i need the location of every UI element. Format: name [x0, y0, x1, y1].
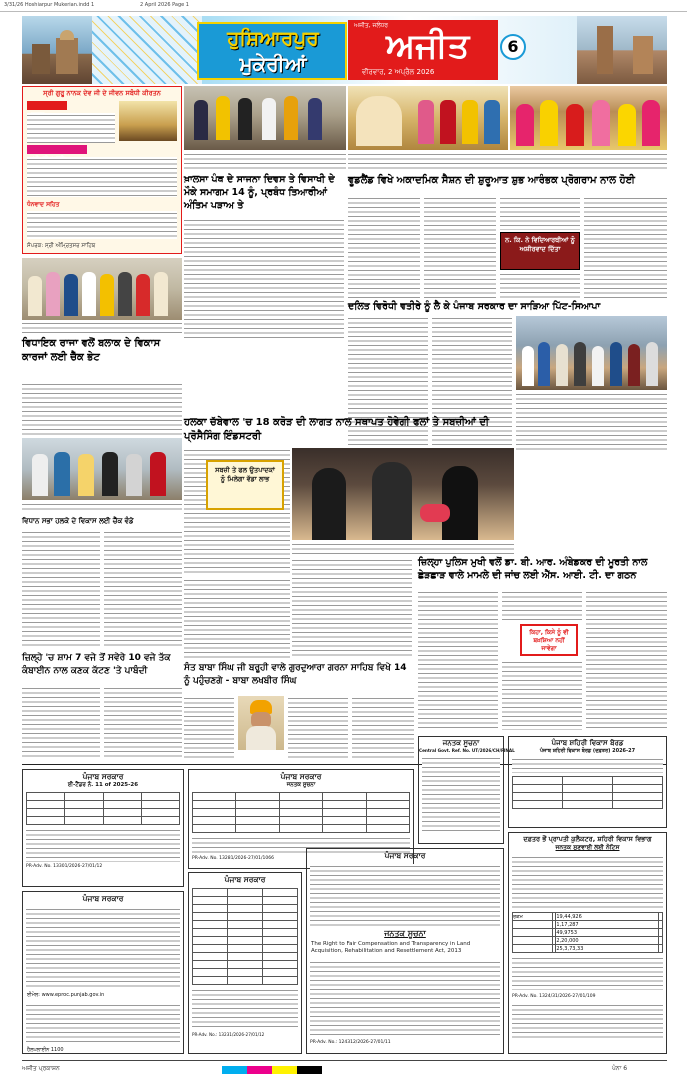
photo-baba: [238, 696, 284, 750]
ad-1-sub: ਈ-ਟੈਂਡਰ ਨੰ. 11 of 2025-26: [67, 782, 139, 788]
ad-6: [306, 848, 504, 1054]
ad-5-pr: PR-Adv. No. 1324/31/2026-27/01/109: [512, 994, 596, 999]
masthead-left-photo: [22, 16, 92, 84]
ad-3-body: [422, 756, 500, 834]
ad-5-amount-0: 19,44,926: [556, 913, 659, 921]
photo-cheque: [22, 438, 182, 500]
ad-7: [188, 872, 302, 1054]
left-promo-headline: ਸ੍ਰੀ ਗੁਰੂ ਨਾਨਕ ਦੇਵ ਜੀ ਦੇ ਜੀਵਨ ਸਬੰਧੀ ਕੀਰਤਨ: [43, 89, 161, 97]
ad-5-body-c: [512, 1003, 663, 1039]
ad-5-title: ਦਫ਼ਤਰ ਭੌਂ ਪ੍ਰਾਪਤੀ ਕੁਲੈਕਟਰ, ਸ਼ਹਿਰੀ ਵਿਕਾਸ ਵਿਭਾਗ: [523, 835, 652, 843]
ad-3-sub: Central Govt. Ref. No. UT/2026/CH/FINAL: [419, 748, 515, 753]
story-8-body-a: [22, 686, 100, 760]
ad-8-title: ਪੰਜਾਬ ਸਰਕਾਰ: [82, 894, 124, 903]
ad-5-amount-3: 2,20,000: [556, 937, 659, 945]
left-promo-tag2: ਧੰਨਵਾਦ ਸਹਿਤ: [27, 201, 60, 208]
left-promo-tag: [27, 145, 87, 154]
story-9-body-b: [288, 696, 348, 760]
footer-right: ਪੰਨਾ 6: [612, 1065, 628, 1072]
ad-5-body-a: [512, 855, 663, 909]
caption-officials: [292, 542, 514, 554]
top-bar-left: 3/31/26 Hoshiarpur Mukerian.indd 1: [4, 2, 95, 8]
ad-8-sub: ਈਮੇਲ: www.eproc.punjab.gov.in: [27, 992, 105, 998]
story-6-headline: ਜ਼ਿਲ੍ਹਾ ਪੁਲਿਸ ਮੁਖੀ ਵਲੋਂ ਡਾ. ਬੀ. ਆਰ. ਅੰਬੇਡਕਰ ਦੀ ਮੂਰਤੀ ਨਾਲ ਛੇੜਛਾੜ ਵਾਲੇ ਮਾਮਲੇ ਦੀ ਜਾਂਚ ਲਈ ਐੱਸ. ਆਈ. ਟੀ. ਦਾ ਗਠਨ: [418, 557, 648, 581]
story-7-body-a: [22, 530, 100, 648]
masthead-title-box: [197, 22, 347, 80]
story-6-body-d: [586, 590, 667, 730]
ad-2-sub: ਜਨਤਕ ਸੂਚਨਾ: [286, 782, 316, 788]
masthead-page-number: [500, 34, 526, 60]
top-bar-right: 2 April 2026 Page 1: [140, 2, 189, 8]
ad-4: [508, 736, 667, 828]
ad-6-title: ਪੰਜਾਬ ਸਰਕਾਰ: [384, 851, 426, 860]
masthead-right-photo: [577, 16, 667, 84]
ad-2-pr: PR-Adv. No. 13281/2026-27/01/1066: [192, 856, 274, 861]
photo-group-left: [22, 258, 182, 320]
ad-1-title: ਪੰਜਾਬ ਸਰਕਾਰ: [82, 772, 124, 781]
story-2-body-b: [424, 196, 496, 298]
story-2-body-a: [348, 196, 420, 298]
ad-4-sub: ਪੰਜਾਬ ਸ਼ਹਿਰੀ ਵਿਕਾਸ ਬੋਰਡ (ਦਫ਼ਤਰ) 2026-27: [539, 748, 636, 754]
masthead-page-number-text: 6: [507, 37, 519, 56]
story-2-body-c: [500, 196, 580, 230]
ad-4-body: [512, 757, 663, 773]
top-bar: [0, 0, 687, 12]
caption-protest: [516, 392, 667, 404]
ad-4-table: [512, 776, 663, 809]
ad-5: [508, 832, 667, 1054]
ad-8-body-a: [26, 907, 180, 987]
story-2-body-e: [500, 272, 580, 298]
ad-3: [418, 736, 515, 844]
ad-6-body-b: [310, 960, 500, 1036]
ad-2-title: ਪੰਜਾਬ ਸਰਕਾਰ: [280, 772, 322, 781]
story-8-headline: ਜ਼ਿਲ੍ਹੇ 'ਚ ਸ਼ਾਮ 7 ਵਜੇ ਤੋਂ ਸਵੇਰੇ 10 ਵਜੇ ਤੱਕ ਕੰਬਾਈਨ ਨਾਲ ਕਣਕ ਕੱਟਣ 'ਤੇ ਪਾਬੰਦੀ: [22, 653, 171, 676]
story-7-headline: ਵਿਧਾਨ ਸਭਾ ਹਲਕੇ ਦੇ ਵਿਕਾਸ ਲਈ ਚੈੱਕ ਵੰਡੇ: [22, 517, 134, 525]
story-2-headline: ਵੂਡਲੈਂਡ ਵਿਖੇ ਅਕਾਦਮਿਕ ਸੈਸ਼ਨ ਦੀ ਸ਼ੁਰੂਆਤ ਸ਼ੁਭ ਆਰੰਭਕ ਪ੍ਰੋਗਰਾਮ ਨਾਲ ਹੋਈ: [348, 175, 635, 186]
story-3-headline: ਦਲਿਤ ਵਿਰੋਧੀ ਵਤੀਰੇ ਨੂੰ ਲੈ ਕੇ ਪੰਜਾਬ ਸਰਕਾਰ ਦਾ ਸਾੜਿਆ ਪਿੱਟ-ਸਿਆਪਾ: [348, 301, 601, 312]
story-1-body: [184, 218, 344, 340]
ad-6-body-a: [310, 864, 500, 926]
ad-5-sub: ਜਨਤਕ ਸੁਣਵਾਈ ਲਈ ਨੋਟਿਸ: [555, 844, 620, 851]
masthead-title-line1: ਹੁਸ਼ਿਆਰਪੁਰ: [227, 26, 319, 50]
story-7-body-b: [104, 530, 182, 648]
ad-7-pr: PR-Adv. No.: 13231/2026-27/01/12: [192, 1032, 265, 1037]
story-5-quote-text: ਸਬਜ਼ੀ ਤੇ ਫਲ ਉਤਪਾਦਕਾਂ ਨੂੰ ਮਿਲੇਗਾ ਵੱਡਾ ਲਾਭ: [215, 466, 275, 483]
masthead-date: ਵੀਰਵਾਰ, 2 ਅਪ੍ਰੈਲ 2026: [362, 68, 435, 76]
ad-5-amount-1: 1,17,287: [556, 921, 659, 929]
ad-1-body: [26, 828, 180, 862]
ad-7-body: [192, 988, 298, 1028]
photo-3: [510, 86, 667, 150]
caption-photo-2-3: [348, 152, 667, 170]
ad-7-table: [192, 888, 298, 985]
ad-5-amount-2: 49,9753: [556, 929, 659, 937]
footer-left: ਅਜੀਤ ਪ੍ਰਕਾਸ਼ਨ: [22, 1065, 60, 1072]
story-3-body-c: [516, 406, 667, 452]
ad-6-body-text: The Right to Fair Compensation and Transparency in Land Acquisition, Rehabilitation and Resettlement Act, 2013: [311, 941, 471, 954]
ad-3-title: ਜਨਤਕ ਸੂਚਨਾ: [442, 739, 480, 747]
caption-photo-1: [184, 152, 346, 170]
ad-1-pr: PR-Adv. No. 13301/2026-27/01/12: [26, 864, 103, 869]
left-promo-text-3: [27, 211, 177, 239]
ad-1-table: [26, 792, 180, 825]
ad-4-title: ਪੰਜਾਬ ਸ਼ਹਿਰੀ ਵਿਕਾਸ ਬੋਰਡ: [551, 739, 624, 747]
ad-8: [22, 891, 184, 1054]
left-promo-text-1: [27, 113, 115, 143]
story-6-body-a: [418, 590, 498, 730]
ad-8-helpline: ਹੈਲਪਲਾਈਨ 1100: [27, 1047, 64, 1053]
masthead-brand-sub: ਅਜੀਤ, ਜਲੰਧਰ: [354, 22, 389, 29]
left-promo-text-2: [27, 157, 177, 197]
ad-2-table: [192, 792, 410, 833]
footer-bar: [22, 1060, 667, 1080]
ad-5-table: [512, 912, 663, 953]
story-9-body-c: [352, 696, 414, 760]
story-5-quote: [206, 460, 284, 510]
photo-officials: [292, 448, 514, 540]
story-1-headline: ਖ਼ਾਲਸਾ ਪੰਥ ਦੇ ਸਾਜਨਾ ਦਿਵਸ ਤੇ ਵਿਸਾਖੀ ਦੇ ਮੌਕੇ ਸਮਾਗਮ 14 ਨੂੰ, ਪ੍ਰਬੰਧ ਤਿਆਰੀਆਂ ਅੰਤਿਮ ਪੜਾਅ ਤੇ: [184, 174, 335, 211]
story-5-headline: ਹਲਕਾ ਚੱਬੇਵਾਲ 'ਚ 18 ਕਰੋੜ ਦੀ ਲਾਗਤ ਨਾਲ ਸਥਾਪਤ ਹੋਵੇਗੀ ਫਲਾਂ ਤੇ ਸਬਜ਼ੀਆਂ ਦੀ ਪ੍ਰੋਸੈਸਿੰਗ ਇੰਡਸਟਰੀ: [184, 417, 490, 442]
ad-5-amount-4: 25,3,73,33: [556, 945, 659, 953]
color-registration-strip: [222, 1066, 322, 1074]
story-4-body: [22, 382, 182, 436]
story-2-quote-text: ਨ. ਕਿ. ਨੇ ਵਿਦਿਆਰਥੀਆਂ ਨੂੰ ਅਸ਼ੀਰਵਾਦ ਦਿੱਤਾ: [505, 236, 575, 253]
photo-1: [184, 86, 346, 150]
story-9-body-a: [184, 696, 234, 760]
story-8-body-b: [104, 686, 182, 760]
ad-5-body-b: [512, 956, 663, 990]
story-9-headline: ਸੰਤ ਬਾਬਾ ਸਿੰਘ ਜੀ ਬਰੂਹੀ ਵਾਲੇ ਗੁਰਦੁਆਰਾ ਗਰਨਾ ਸਾਹਿਬ ਵਿਖੇ 14 ਨੂੰ ਪਹੁੰਚਣਗੇ - ਬਾਬਾ ਲਖਬੀਰ ਸਿੰਘ: [184, 663, 407, 686]
masthead-brand: ਅਜੀਤ: [386, 26, 470, 66]
story-5-body-c: [292, 558, 412, 658]
ad-5-amount-head: ਰਕਮ: [513, 913, 553, 921]
story-6-body-b: [502, 590, 582, 620]
caption-cheque: [22, 502, 182, 512]
photo-2: [348, 86, 508, 150]
photo-protest: [516, 316, 667, 390]
masthead-pattern: [92, 16, 202, 84]
masthead: [22, 16, 667, 84]
story-2-body-d: [584, 196, 667, 298]
story-6-body-c: [502, 660, 582, 730]
ad-6-pr: PR-Adv. No.: 124312/2026-27/01/11: [310, 1040, 391, 1045]
ad-6-notice: ਜਨਤਕ ਸੂਚਨਾ: [384, 929, 426, 938]
ad-7-title: ਪੰਜਾਬ ਸਰਕਾਰ: [224, 875, 266, 884]
story-6-quote-text: ਕਿਹਾ, ਕਿਸੇ ਨੂੰ ਵੀ ਬਖ਼ਸ਼ਿਆ ਨਹੀਂ ਜਾਵੇਗਾ: [529, 629, 569, 652]
story-4-headline: ਵਿਧਾਇਕ ਰਾਜਾ ਵਲੋਂ ਬਲਾਕ ਦੇ ਵਿਕਾਸ ਕਾਰਜਾਂ ਲਈ ਚੈੱਕ ਭੇਟ: [22, 338, 161, 363]
caption-group-left: [22, 321, 182, 333]
left-promo: [22, 86, 182, 254]
masthead-brand-box: [348, 20, 498, 80]
ad-1: [22, 769, 184, 887]
story-2-quote: [500, 232, 580, 270]
masthead-title-line2: ਮੁਕੇਰੀਆਂ: [239, 52, 307, 76]
left-promo-label: [27, 101, 67, 110]
left-promo-photo: [119, 101, 177, 141]
ad-8-body-b: [26, 1003, 180, 1043]
left-promo-footer: ਸੰਪਰਕ: ਸ੍ਰੀ ਅੰਮ੍ਰਿਤਸਰ ਸਾਹਿਬ: [27, 243, 96, 249]
story-6-quote: [520, 624, 578, 656]
story-5-body-b: [184, 578, 290, 658]
